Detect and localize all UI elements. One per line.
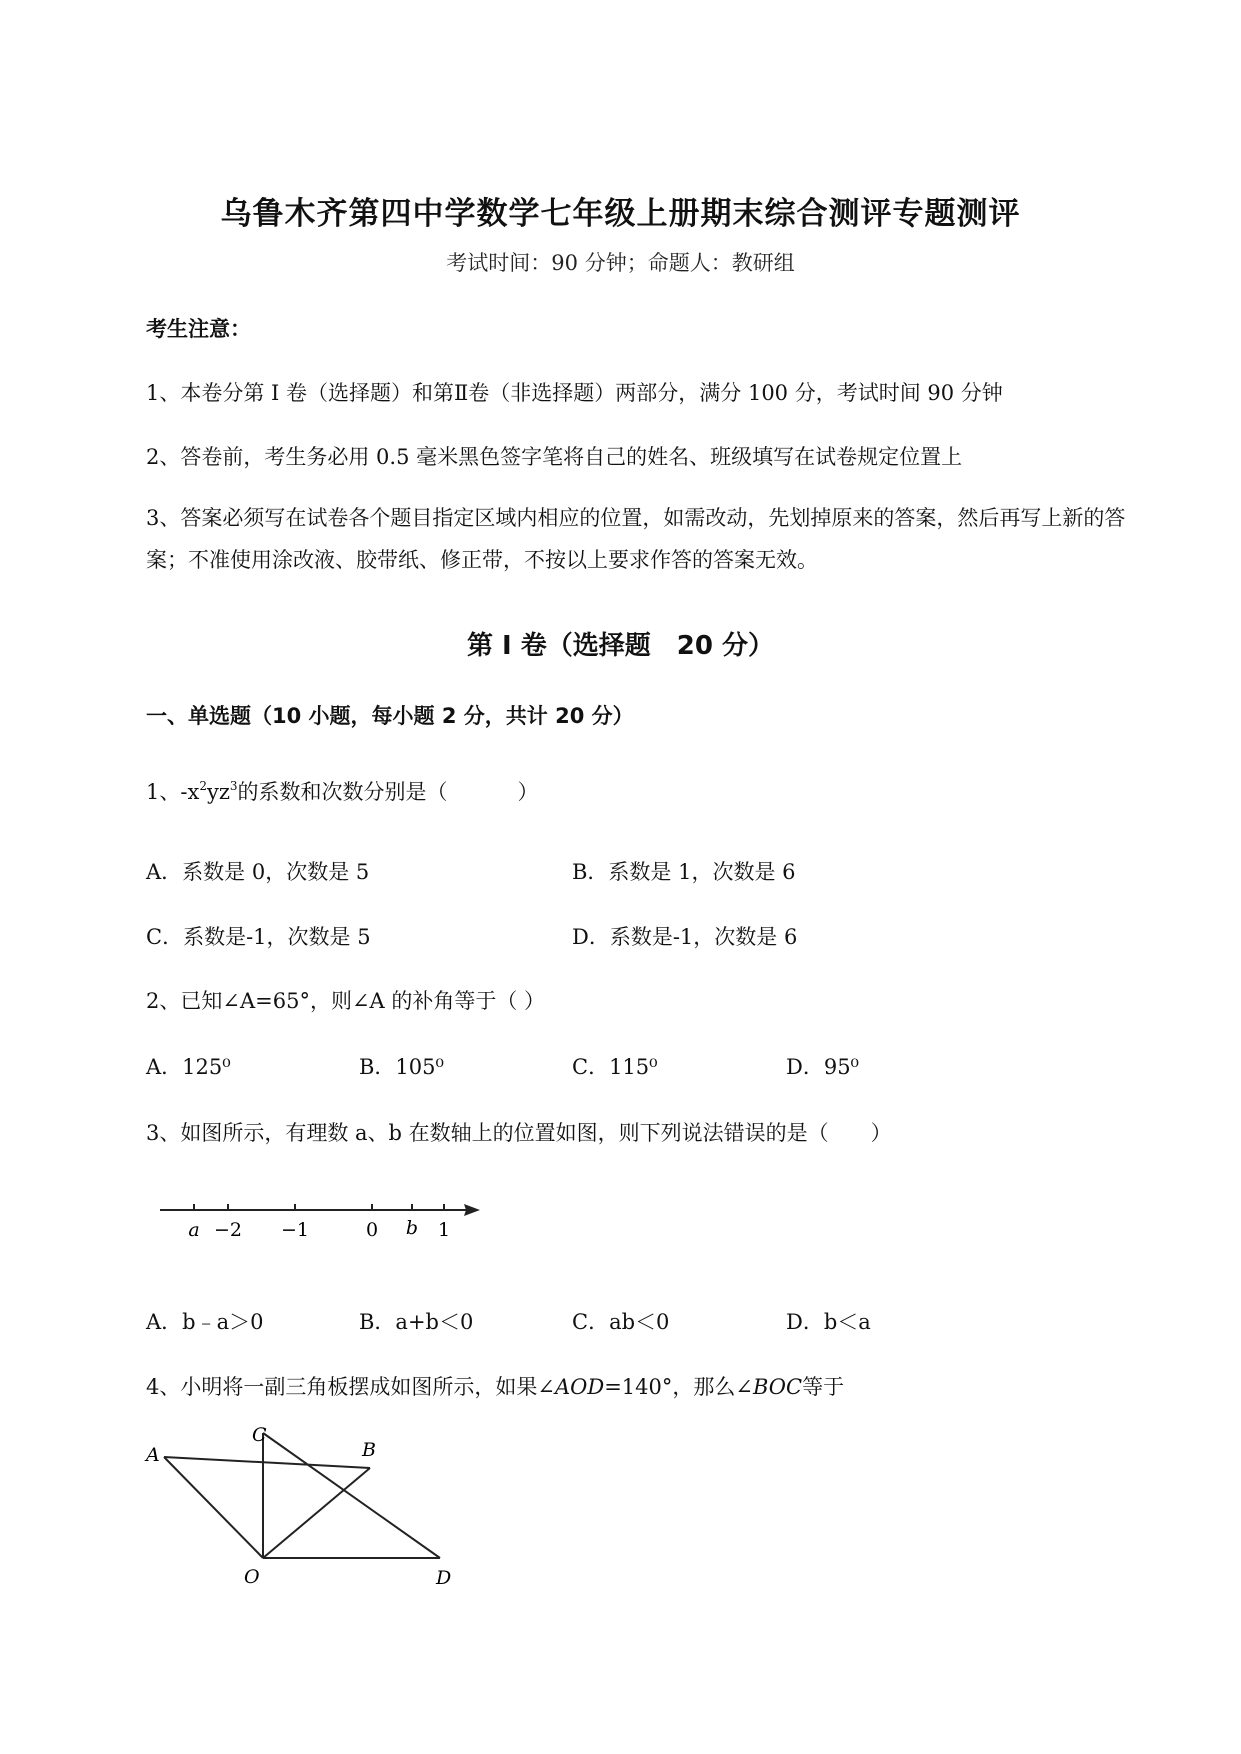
label-0: 0 [365,1219,379,1241]
q1-prefix: 1、-x [146,780,200,804]
notice-item-2: 2、答卷前，考生务必用 0.5 毫米黑色签字笔将自己的姓名、班级填写在试卷规定位置上 [146,445,963,469]
arrow-icon [464,1204,480,1216]
question-2: 2、已知∠A=65°，则∠A 的补角等于（ ） [146,989,546,1013]
question-1 [146,776,539,806]
label-a: a [188,1219,200,1241]
label-minus-2: −2 [213,1219,243,1241]
segment-ob [263,1468,370,1558]
q1-mid: yz [206,780,230,804]
vertex-o: O [244,1566,260,1588]
label-1: 1 [437,1219,451,1241]
vertex-d: D [436,1567,452,1589]
question-3: 3、如图所示，有理数 a、b 在数轴上的位置如图，则下列说法错误的是（ ） [146,1121,892,1145]
q1-option-c[interactable]: C．系数是-1，次数是 5 [146,925,371,949]
section-title: 第 I 卷（选择题 20 分） [466,631,774,661]
q1-suffix: 的系数和次数分别是（ [237,780,448,804]
q2-option-a[interactable]: A．125⁰ [146,1055,231,1079]
q4-stem-start: 4、小明将一副三角板摆成如图所示，如果∠ [146,1375,555,1399]
q4-angle-aod: AOD [554,1375,605,1399]
q1-close: ） [517,780,539,804]
q2-option-b[interactable]: B．105⁰ [359,1055,444,1079]
q3-option-c[interactable]: C．ab＜0 [572,1310,670,1334]
vertex-a: A [146,1444,160,1466]
q4-stem-mid: =140°，那么∠ [604,1375,753,1399]
q3-option-b[interactable]: B．a+b＜0 [359,1310,474,1334]
q3-option-a[interactable]: A．b﹣a＞0 [146,1310,264,1334]
label-b: b [405,1217,419,1239]
page-title: 乌鲁木齐第四中学数学七年级上册期末综合测评专题测评 [220,196,1021,232]
segment-ao [164,1457,263,1558]
q1-option-d[interactable]: D．系数是-1，次数是 6 [572,925,798,949]
q1-option-a[interactable]: A．系数是 0，次数是 5 [146,860,370,884]
exam-info: 考试时间：90 分钟；命题人：教研组 [446,251,795,275]
q1-option-b[interactable]: B．系数是 1，次数是 6 [572,860,796,884]
label-minus-1: −1 [280,1219,310,1241]
number-line-figure [150,1190,490,1250]
vertex-b: B [362,1439,376,1461]
segment-cd [263,1433,440,1558]
notice-item-3: 3、答案必须写在试卷各个题目指定区域内相应的位置，如需改动，先划掉原来的答案，然后再写上新的答案；不准使用涂改液、胶带纸、修正带，不按以上要求作答的答案无效。 [146,506,1126,572]
notice-item-1: 1、本卷分第 I 卷（选择题）和第Ⅱ卷（非选择题）两部分，满分 100 分，考试时间 90 分钟 [146,381,1003,405]
q4-angle-boc: BOC [752,1375,803,1399]
notice-heading: 考生注意： [146,317,251,341]
q3-option-d[interactable]: D．b＜a [786,1310,871,1334]
q2-option-d[interactable]: D．95⁰ [786,1055,859,1079]
part-heading: 一、单选题（10 小题，每小题 2 分，共计 20 分） [146,704,634,728]
q4-stem-end: 等于 [802,1375,845,1399]
segment-ab [164,1457,370,1468]
q1-exponent-x: 2 [199,779,207,793]
q2-option-c[interactable]: C．115⁰ [572,1055,658,1079]
question-4 [146,1371,844,1401]
triangle-figure [140,1425,460,1595]
vertex-c: C [252,1425,267,1446]
q1-exponent-z: 3 [229,779,238,793]
